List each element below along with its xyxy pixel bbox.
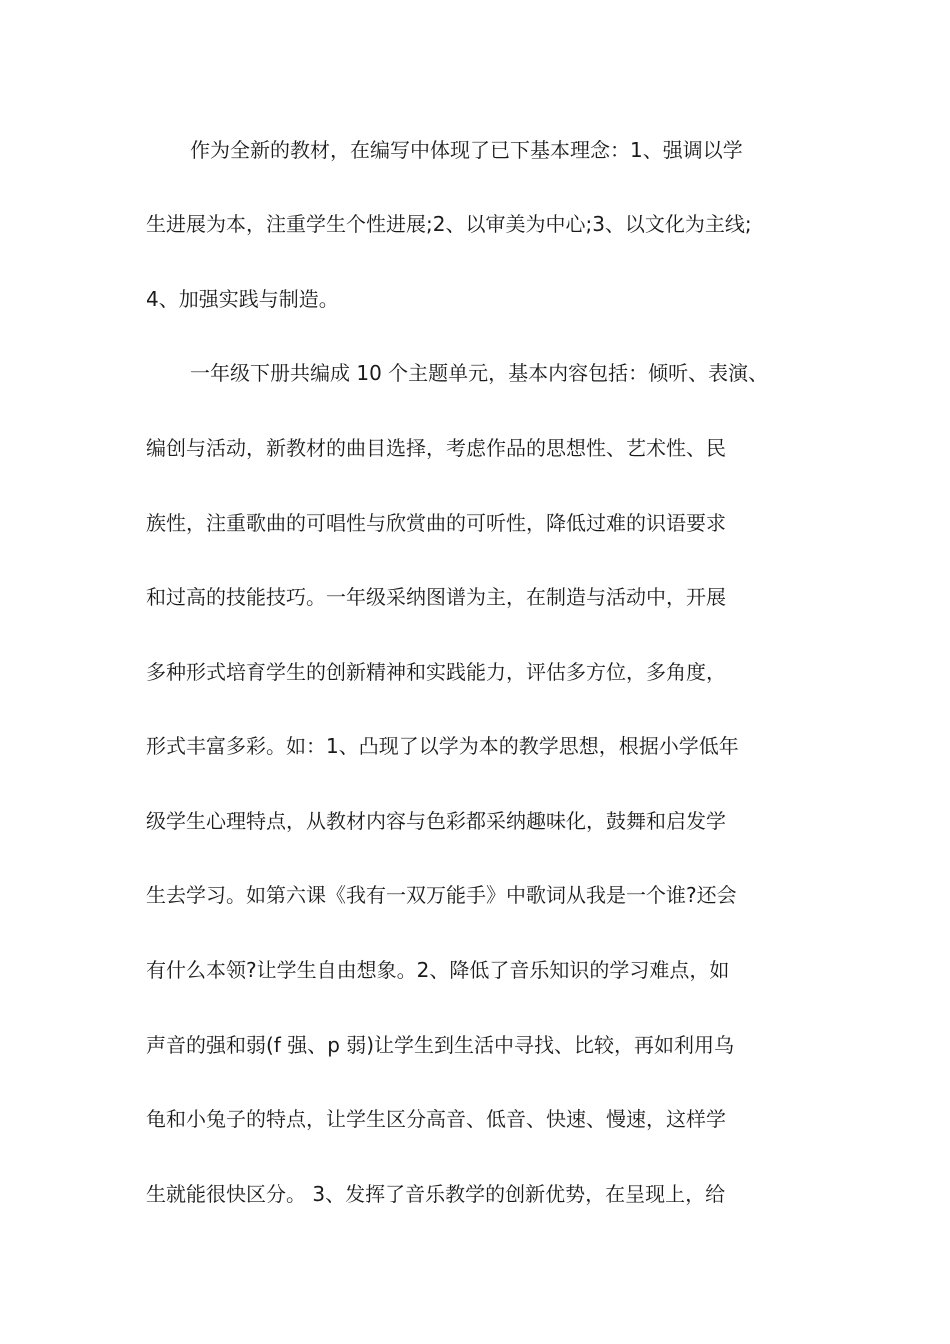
paragraph-2-line-4: 和过高的技能技巧。一年级采纳图谱为主，在制造与活动中，开展 (146, 585, 726, 609)
paragraph-2-line-6: 形式丰富多彩。如：1、凸现了以学为本的教学思想，根据小学低年 (146, 734, 739, 758)
paragraph-2-line-10: 声音的强和弱(f 强、p 弱)让学生到生活中寻找、比较，再如利用乌 (146, 1033, 735, 1057)
paragraph-2-line-2: 编创与活动，新教材的曲目选择，考虑作品的思想性、艺术性、民 (146, 436, 726, 460)
paragraph-1-line-2: 生进展为本，注重学生个性进展;2、以审美为中心;3、以文化为主线; (146, 212, 752, 236)
paragraph-1-line-1: 作为全新的教材，在编写中体现了已下基本理念：1、强调以学 (190, 138, 743, 162)
paragraph-2-line-12: 生就能很快区分。 3、发挥了音乐教学的创新优势，在呈现上，给 (146, 1182, 726, 1206)
paragraph-2-line-1: 一年级下册共编成 10 个主题单元，基本内容包括：倾听、表演、 (190, 361, 769, 385)
paragraph-2-line-5: 多种形式培育学生的创新精神和实践能力，评估多方位，多角度， (146, 660, 726, 684)
paragraph-2-line-3: 族性，注重歌曲的可唱性与欣赏曲的可听性，降低过难的识语要求 (146, 511, 726, 535)
paragraph-2-line-11: 龟和小兔子的特点，让学生区分高音、低音、快速、慢速，这样学 (146, 1107, 726, 1131)
paragraph-2-line-7: 级学生心理特点，从教材内容与色彩都采纳趣味化，鼓舞和启发学 (146, 809, 726, 833)
paragraph-1-line-3: 4、加强实践与制造。 (146, 287, 339, 311)
paragraph-2-line-8: 生去学习。如第六课《我有一双万能手》中歌词从我是一个谁?还会 (146, 883, 737, 907)
paragraph-2-line-9: 有什么本领?让学生自由想象。2、降低了音乐知识的学习难点，如 (146, 958, 730, 982)
